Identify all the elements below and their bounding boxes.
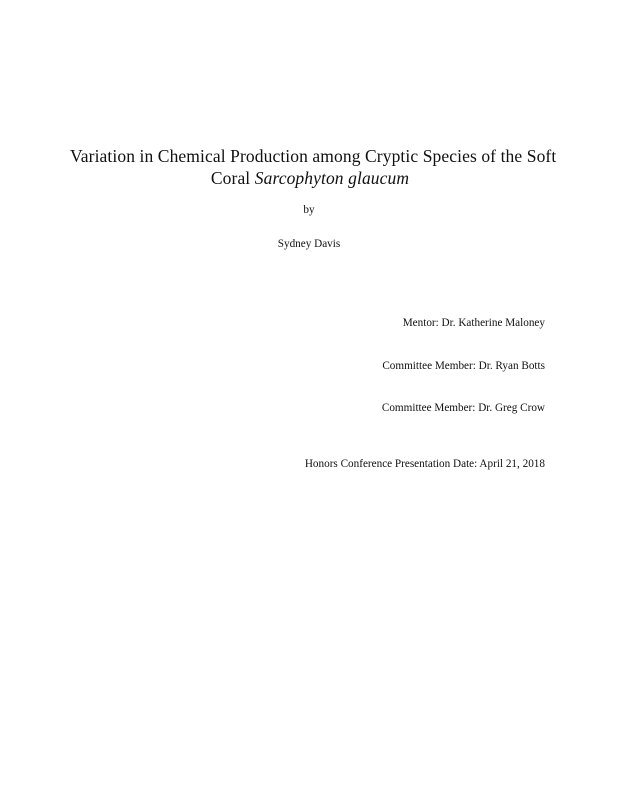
author-name: Sydney Davis [277,238,341,250]
committee-member-2: Committee Member: Dr. Greg Crow [381,402,545,414]
title-line-2-prefix: Coral [210,168,255,188]
presentation-date: Honors Conference Presentation Date: April 21, 2018 [304,458,545,470]
title-line-1: Variation in Chemical Production among Cryptic Species of the Soft [70,146,557,166]
document-title [70,145,557,189]
title-line-2 [70,167,550,189]
mentor-line: Mentor: Dr. Katherine Maloney [402,317,545,329]
by-line: by [303,204,315,216]
committee-member-1: Committee Member: Dr. Ryan Botts [382,360,545,372]
species-name: Sarcophyton glaucum [254,168,410,188]
